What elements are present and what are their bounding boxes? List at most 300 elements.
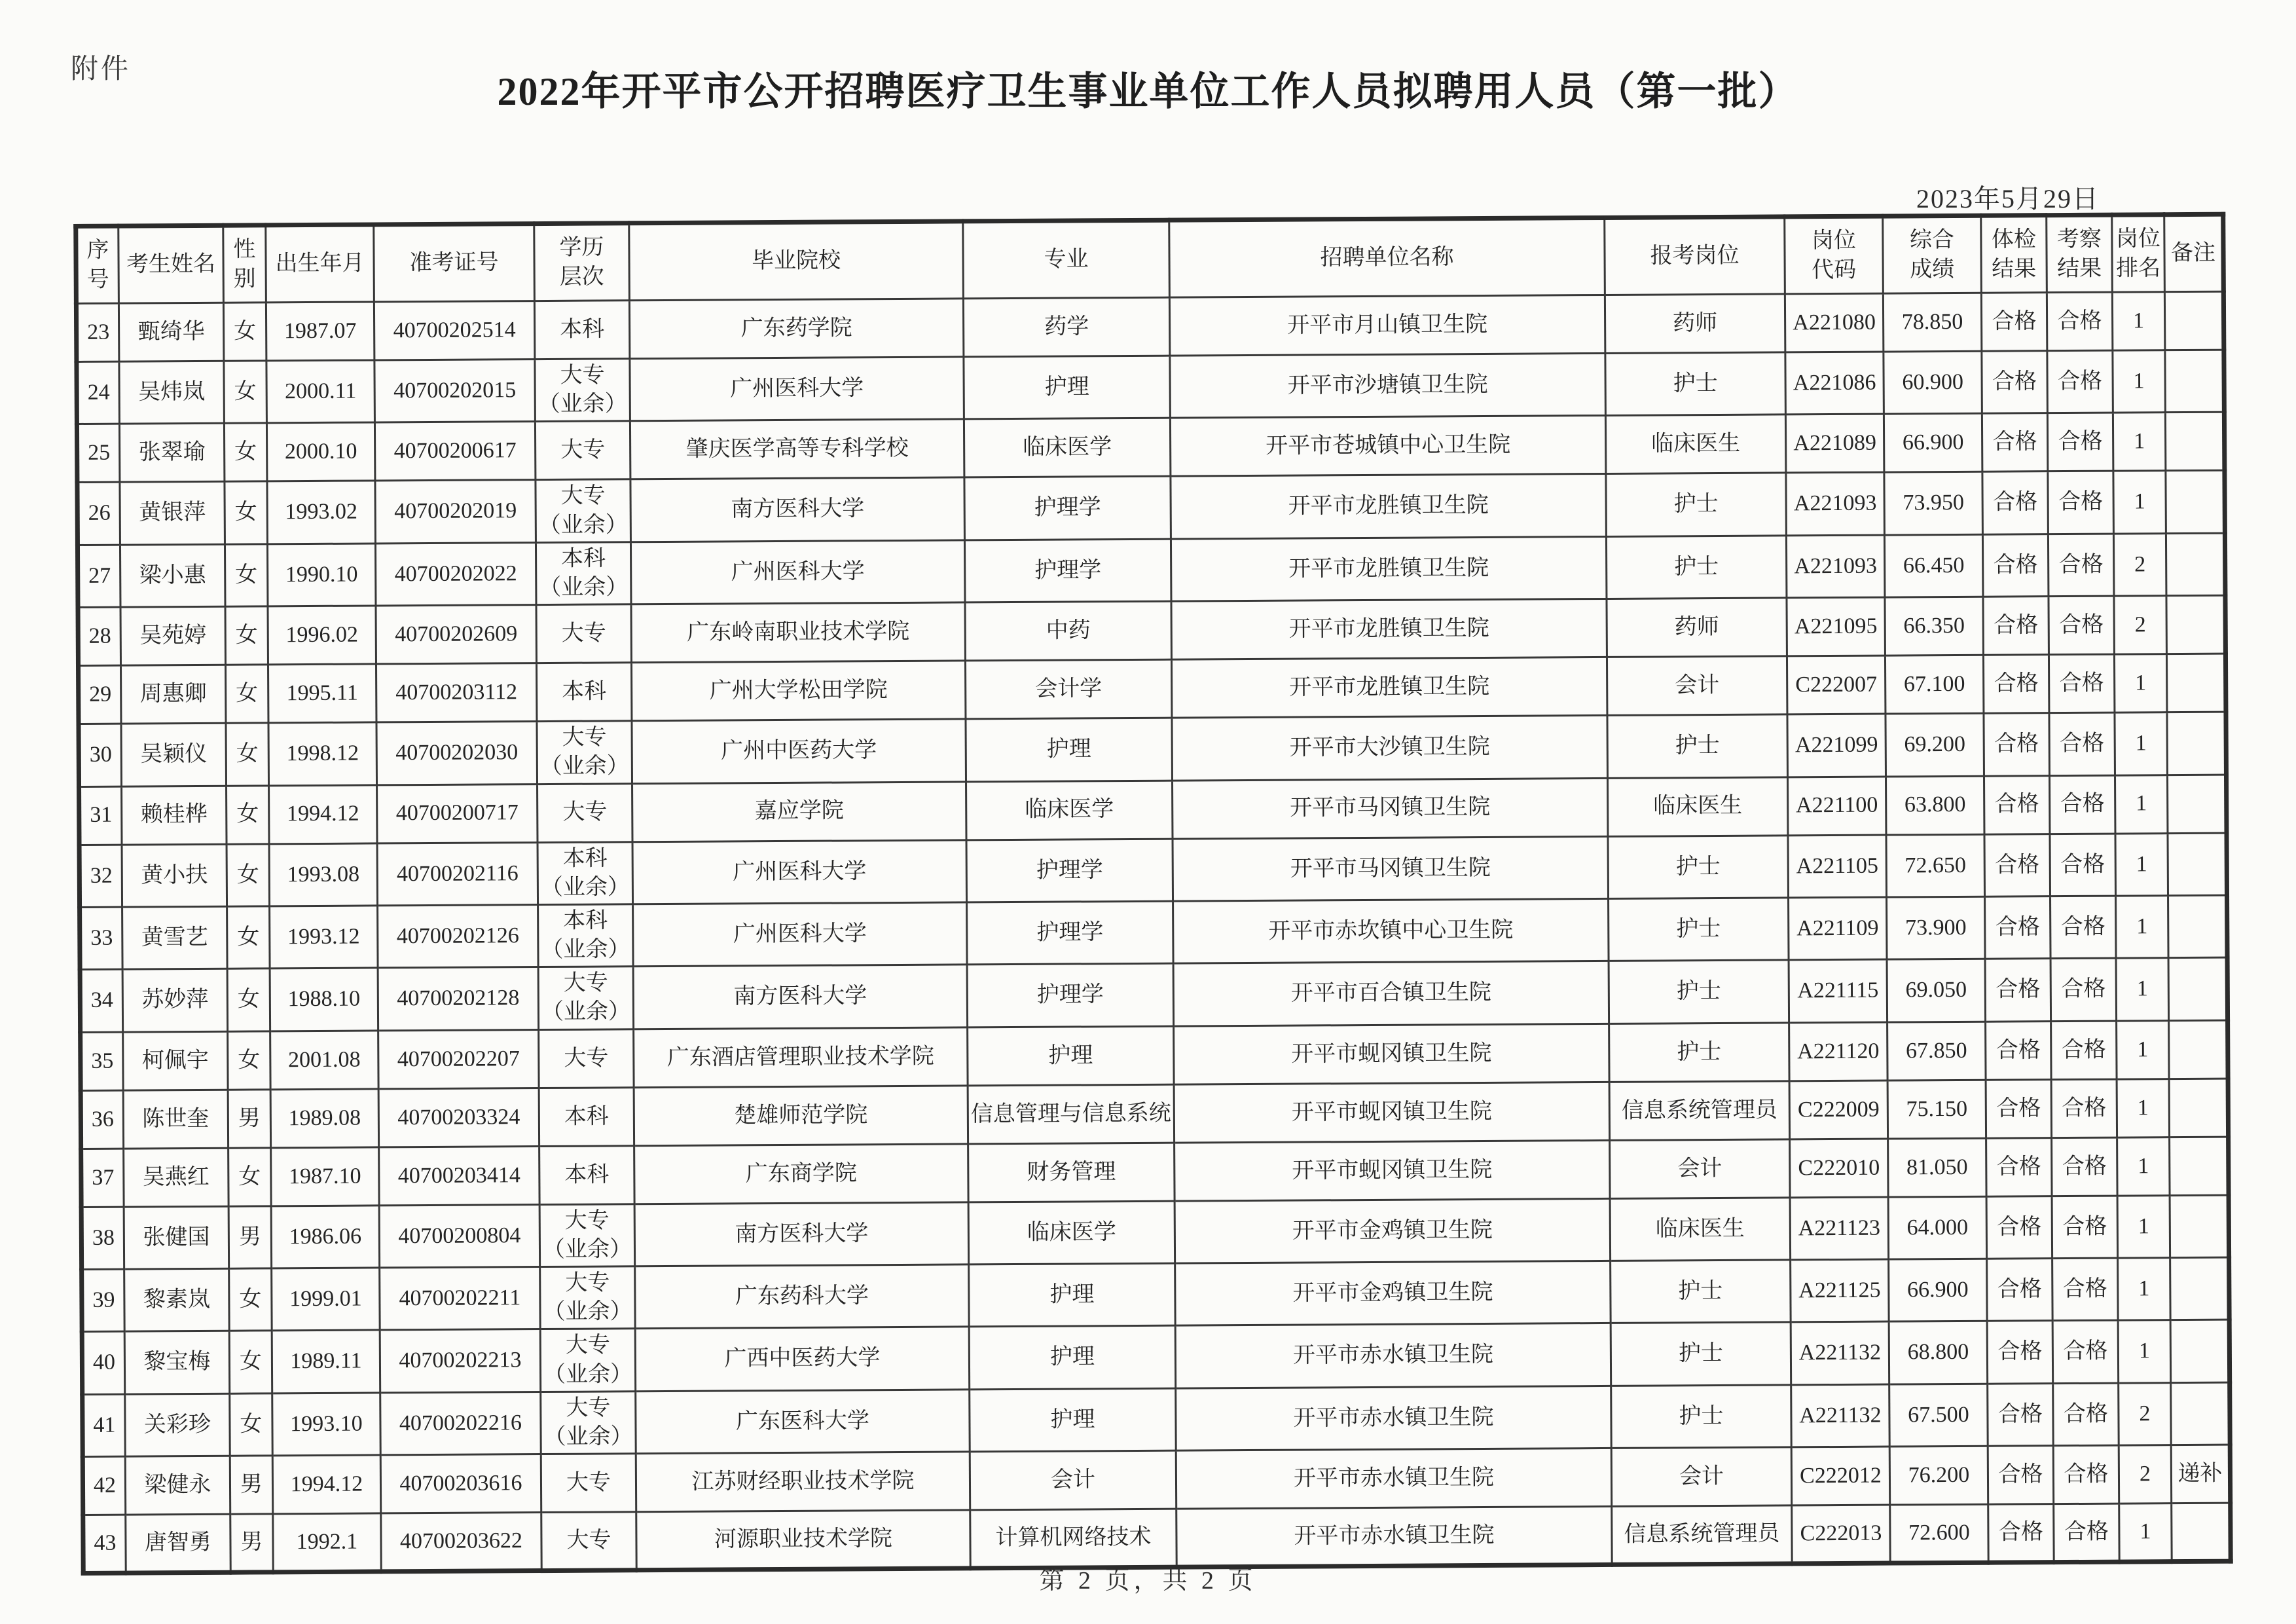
cell: 合格 bbox=[1982, 351, 2048, 414]
cell: 楚雄师范学院 bbox=[634, 1086, 968, 1146]
cell: 大专 （业余） bbox=[535, 359, 630, 422]
cell: 1998.12 bbox=[268, 722, 377, 785]
cell: 女 bbox=[223, 303, 266, 361]
cell: 大专 bbox=[536, 604, 631, 663]
cell: 护士 bbox=[1611, 1260, 1791, 1323]
cell: 67.100 bbox=[1885, 655, 1983, 714]
cell: 2 bbox=[2113, 533, 2166, 596]
roster-table bbox=[73, 212, 2232, 1576]
cell: 会计学 bbox=[965, 659, 1171, 719]
cell: 69.050 bbox=[1887, 959, 1986, 1022]
cell: 1 bbox=[2113, 413, 2165, 471]
cell: 合格 bbox=[1986, 1021, 2051, 1080]
cell: 柯佩宇 bbox=[123, 1031, 228, 1090]
cell bbox=[2166, 471, 2225, 534]
cell: 女 bbox=[226, 723, 269, 786]
cell: 大专 （业余） bbox=[538, 967, 634, 1029]
cell: 25 bbox=[77, 424, 119, 483]
cell: 女 bbox=[229, 1268, 272, 1331]
cell: 合格 bbox=[1986, 1196, 2052, 1259]
cell: 黄银萍 bbox=[120, 482, 225, 545]
cell: 66.900 bbox=[1889, 1259, 1988, 1321]
cell: 75.150 bbox=[1887, 1080, 1986, 1139]
table-row bbox=[77, 533, 2225, 608]
cell: 1988.10 bbox=[270, 968, 378, 1031]
attachment-label: 附件 bbox=[71, 54, 132, 84]
cell: 信息系统管理员 bbox=[1612, 1505, 1792, 1565]
table-row bbox=[79, 833, 2227, 908]
cell: 81.050 bbox=[1888, 1138, 1986, 1197]
header-cell: 考察 结果 bbox=[2047, 215, 2113, 293]
cell: 梁小惠 bbox=[120, 544, 225, 607]
cell: 1989.11 bbox=[272, 1330, 380, 1393]
cell: A221095 bbox=[1787, 597, 1885, 656]
header-cell: 岗位 排名 bbox=[2112, 215, 2165, 292]
cell: 合格 bbox=[1983, 655, 2049, 714]
cell: 1987.07 bbox=[266, 302, 374, 361]
cell: 女 bbox=[227, 785, 269, 843]
cell: 60.900 bbox=[1884, 351, 1982, 414]
table-row bbox=[82, 1382, 2230, 1457]
cell: 女 bbox=[227, 843, 270, 906]
cell: A221115 bbox=[1789, 959, 1887, 1022]
cell: 唐智勇 bbox=[126, 1514, 230, 1573]
cell: 大专 （业余） bbox=[539, 1204, 635, 1266]
cell: 开平市赤水镇卫生院 bbox=[1176, 1507, 1612, 1568]
cell: 南方医科大学 bbox=[630, 477, 965, 542]
cell bbox=[2168, 895, 2228, 958]
cell: 27 bbox=[77, 545, 120, 608]
cell: 合格 bbox=[2048, 471, 2114, 534]
cell: 女 bbox=[225, 606, 268, 665]
cell: A221100 bbox=[1787, 777, 1886, 836]
header-cell: 综合 成绩 bbox=[1883, 215, 1982, 293]
cell: C222009 bbox=[1789, 1080, 1887, 1139]
cell: 大专 （业余） bbox=[536, 479, 631, 542]
cell: A221132 bbox=[1791, 1384, 1890, 1447]
cell: 66.450 bbox=[1884, 534, 1983, 597]
cell: 1 bbox=[2118, 1320, 2171, 1383]
cell: 计算机网络技术 bbox=[970, 1509, 1176, 1568]
cell: 广东岭南职业技术学院 bbox=[631, 602, 965, 663]
cell: 2000.10 bbox=[266, 422, 374, 481]
cell: 女 bbox=[230, 1393, 273, 1456]
cell: 护士 bbox=[1611, 1385, 1792, 1449]
cell: 1996.02 bbox=[268, 606, 376, 665]
cell: 合格 bbox=[2048, 534, 2114, 597]
cell: 女 bbox=[229, 1331, 272, 1393]
cell: 63.800 bbox=[1886, 776, 1984, 835]
cell: 78.850 bbox=[1883, 293, 1981, 352]
cell: 1993.10 bbox=[272, 1393, 381, 1456]
cell: 合格 bbox=[2054, 1504, 2119, 1562]
table-row bbox=[79, 712, 2226, 786]
cell: 1994.12 bbox=[272, 1455, 380, 1514]
cell: 40700202126 bbox=[378, 904, 539, 968]
header-cell: 岗位 代码 bbox=[1785, 216, 1884, 294]
cell: 1993.12 bbox=[270, 906, 378, 969]
cell: 40700202213 bbox=[380, 1329, 541, 1393]
header-cell: 性别 bbox=[223, 225, 266, 303]
cell: 开平市龙胜镇卫生院 bbox=[1171, 474, 1607, 539]
cell: 开平市马冈镇卫生院 bbox=[1173, 778, 1608, 839]
cell: 开平市龙胜镇卫生院 bbox=[1171, 599, 1607, 660]
cell: 合格 bbox=[2052, 1196, 2118, 1259]
cell: 1990.10 bbox=[267, 544, 376, 606]
cell bbox=[2168, 833, 2227, 896]
cell: 合格 bbox=[1984, 713, 2050, 776]
cell: 合格 bbox=[1987, 1259, 2053, 1321]
cell: 39 bbox=[82, 1269, 125, 1332]
cell: 1 bbox=[2115, 712, 2168, 775]
cell: 吴苑婷 bbox=[120, 606, 225, 665]
cell: 66.350 bbox=[1885, 597, 1983, 655]
cell: 男 bbox=[230, 1514, 273, 1572]
cell: 2 bbox=[2119, 1382, 2172, 1445]
cell: 40700202609 bbox=[376, 605, 536, 664]
header-cell: 专业 bbox=[963, 220, 1170, 299]
cell: 女 bbox=[227, 969, 270, 1031]
cell bbox=[2171, 1382, 2231, 1445]
cell: 40700203414 bbox=[379, 1146, 539, 1205]
cell: 大专 bbox=[541, 1454, 636, 1513]
cell: 男 bbox=[228, 1206, 272, 1268]
cell: 临床医学 bbox=[966, 781, 1173, 840]
cell: 广东药科大学 bbox=[635, 1264, 970, 1329]
cell: A221093 bbox=[1786, 472, 1885, 535]
cell: 护理学 bbox=[967, 963, 1174, 1027]
cell: 张健国 bbox=[124, 1206, 229, 1269]
header-cell: 毕业院校 bbox=[629, 221, 964, 301]
cell: 广州医科大学 bbox=[630, 357, 964, 421]
cell: 护士 bbox=[1607, 714, 1788, 778]
cell: 合格 bbox=[1982, 471, 2049, 534]
cell: 肇庆医学高等专科学校 bbox=[630, 419, 964, 479]
table-row bbox=[77, 471, 2225, 545]
cell: 开平市赤水镇卫生院 bbox=[1175, 1323, 1611, 1388]
cell: 40700200617 bbox=[374, 422, 535, 481]
cell: 合格 bbox=[1986, 1137, 2052, 1196]
cell: 合格 bbox=[2049, 654, 2114, 713]
cell: 36 bbox=[81, 1090, 123, 1149]
cell: 29 bbox=[79, 665, 121, 724]
cell: 女 bbox=[228, 1147, 271, 1206]
cell bbox=[2172, 1503, 2231, 1562]
cell: 30 bbox=[79, 724, 122, 786]
cell bbox=[2170, 1137, 2229, 1196]
cell: 40700203112 bbox=[376, 663, 536, 722]
cell: 1995.11 bbox=[268, 664, 376, 723]
cell: 甄绮华 bbox=[118, 303, 223, 361]
cell: 开平市赤坎镇中心卫生院 bbox=[1173, 898, 1609, 963]
cell: C222013 bbox=[1792, 1505, 1890, 1564]
cell: 1 bbox=[2117, 1079, 2169, 1137]
cell: 护士 bbox=[1609, 898, 1789, 961]
cell: 吴颖仪 bbox=[121, 723, 227, 786]
cell: 江苏财经职业技术学院 bbox=[636, 1452, 970, 1512]
cell: 护理 bbox=[969, 1326, 1176, 1390]
document-title: 2022年开平市公开招聘医疗卫生事业单位工作人员拟聘用人员（第一批） bbox=[497, 70, 1799, 113]
cell: 合格 bbox=[2053, 1445, 2119, 1504]
cell: 34 bbox=[80, 969, 123, 1032]
cell: 1987.10 bbox=[271, 1147, 379, 1206]
cell: 男 bbox=[228, 1089, 270, 1147]
cell: 合格 bbox=[2052, 1320, 2119, 1383]
cell: 药师 bbox=[1605, 294, 1785, 354]
cell: 递补 bbox=[2171, 1445, 2230, 1504]
cell: 大专 （业余） bbox=[540, 1266, 636, 1329]
cell: 40700200804 bbox=[379, 1204, 540, 1268]
cell: 合格 bbox=[1986, 1079, 2051, 1138]
cell: 开平市月山镇卫生院 bbox=[1169, 295, 1605, 356]
cell: 广东药学院 bbox=[629, 299, 963, 359]
cell: A221109 bbox=[1789, 897, 1887, 960]
cell: 大专 （业余） bbox=[540, 1329, 636, 1392]
cell: 1989.08 bbox=[270, 1089, 378, 1148]
cell: 1 bbox=[2114, 654, 2166, 712]
cell: 开平市金鸡镇卫生院 bbox=[1175, 1261, 1611, 1325]
cell: C222010 bbox=[1790, 1139, 1888, 1198]
header-cell: 备注 bbox=[2164, 214, 2224, 292]
cell: 1 bbox=[2113, 350, 2166, 413]
cell: 28 bbox=[78, 607, 120, 665]
cell: 合格 bbox=[1981, 293, 2047, 352]
cell: 合格 bbox=[2051, 1079, 2117, 1138]
cell: 1 bbox=[2117, 1195, 2170, 1258]
cell: 合格 bbox=[2049, 596, 2114, 655]
cell: 女 bbox=[228, 1031, 270, 1089]
cell: 2 bbox=[2119, 1445, 2171, 1504]
cell: 大专 bbox=[535, 421, 630, 480]
cell: 合格 bbox=[2047, 292, 2112, 351]
cell: 40700202128 bbox=[378, 967, 539, 1031]
cell: 临床医生 bbox=[1610, 1198, 1791, 1261]
cell: 护士 bbox=[1609, 960, 1789, 1024]
cell: A221132 bbox=[1791, 1321, 1889, 1384]
cell: 大专 bbox=[539, 1029, 634, 1088]
cell: 女 bbox=[224, 361, 267, 424]
cell: 76.200 bbox=[1889, 1446, 1988, 1505]
table-header bbox=[76, 214, 2224, 303]
cell: 药学 bbox=[963, 297, 1169, 357]
cell: 开平市蚬冈镇卫生院 bbox=[1175, 1140, 1610, 1201]
cell: 41 bbox=[82, 1394, 126, 1457]
cell: 本科 bbox=[534, 301, 629, 360]
cell: 护理学 bbox=[964, 539, 1171, 602]
cell: 大专 （业余） bbox=[541, 1391, 636, 1454]
cell: 中药 bbox=[965, 601, 1171, 661]
cell: 43 bbox=[83, 1515, 126, 1573]
cell: 合格 bbox=[2052, 1137, 2117, 1196]
cell: 开平市蚬冈镇卫生院 bbox=[1174, 1024, 1609, 1084]
header-cell: 体检 结果 bbox=[1981, 215, 2047, 293]
cell: 梁健永 bbox=[125, 1456, 230, 1515]
cell: A221123 bbox=[1790, 1197, 1889, 1260]
header-cell: 报考岗位 bbox=[1605, 217, 1785, 295]
cell: 黎宝梅 bbox=[124, 1331, 230, 1394]
cell bbox=[2167, 712, 2227, 775]
cell: 合格 bbox=[2050, 896, 2117, 959]
cell: 吴炜岚 bbox=[119, 361, 225, 424]
cell: 合格 bbox=[2053, 1383, 2119, 1446]
cell: 大专 （业余） bbox=[537, 721, 632, 784]
cell: 合格 bbox=[2050, 958, 2117, 1021]
cell: 女 bbox=[226, 665, 268, 723]
cell: 本科 （业余） bbox=[538, 841, 633, 904]
cell: 合格 bbox=[1983, 597, 2049, 655]
cell bbox=[2170, 1257, 2230, 1320]
cell: 女 bbox=[227, 906, 270, 969]
cell: 40700202022 bbox=[375, 542, 536, 606]
cell: 张翠瑜 bbox=[119, 424, 224, 483]
cell: 护理学 bbox=[966, 839, 1173, 902]
cell: 开平市金鸡镇卫生院 bbox=[1175, 1198, 1611, 1263]
cell: A221105 bbox=[1788, 835, 1887, 898]
cell: 1994.12 bbox=[269, 784, 377, 843]
cell: 72.650 bbox=[1886, 834, 1985, 897]
cell: 1 bbox=[2117, 1020, 2169, 1079]
cell: 开平市苍城镇中心卫生院 bbox=[1170, 416, 1605, 477]
cell: A221099 bbox=[1787, 714, 1886, 777]
cell: A221120 bbox=[1789, 1022, 1887, 1081]
header-cell: 序号 bbox=[76, 226, 119, 303]
cell: 合格 bbox=[1982, 534, 2049, 597]
cell bbox=[2170, 1195, 2229, 1258]
cell: 陈世奎 bbox=[123, 1090, 228, 1149]
cell: 1 bbox=[2112, 292, 2164, 350]
cell bbox=[2170, 1320, 2230, 1383]
cell: 1 bbox=[2115, 833, 2168, 896]
cell: 本科 bbox=[536, 663, 631, 722]
cell: 1986.06 bbox=[271, 1206, 380, 1268]
cell: 开平市沙塘镇卫生院 bbox=[1170, 353, 1606, 418]
cell: 关彩珍 bbox=[125, 1393, 230, 1456]
cell: 66.900 bbox=[1884, 414, 1982, 473]
cell: 1 bbox=[2117, 1137, 2170, 1195]
cell: 信息系统管理员 bbox=[1609, 1081, 1789, 1141]
cell: 合格 bbox=[2047, 413, 2113, 471]
cell: 37 bbox=[81, 1149, 124, 1207]
cell: 周惠卿 bbox=[121, 665, 226, 724]
cell: 本科 （业余） bbox=[538, 904, 634, 967]
cell: 35 bbox=[81, 1032, 123, 1090]
cell: 护理学 bbox=[967, 901, 1174, 965]
cell: 合格 bbox=[1987, 1321, 2053, 1384]
header-cell: 考生姓名 bbox=[118, 225, 224, 303]
cell: C222012 bbox=[1791, 1447, 1889, 1505]
cell: 2001.08 bbox=[270, 1031, 378, 1090]
cell: 开平市马冈镇卫生院 bbox=[1173, 836, 1609, 901]
cell: 40700203616 bbox=[380, 1454, 541, 1513]
cell: 护理 bbox=[968, 1026, 1174, 1086]
cell: 40700202216 bbox=[380, 1392, 541, 1455]
cell: 40700202015 bbox=[374, 360, 536, 423]
cell: 合格 bbox=[1982, 413, 2047, 472]
cell: 合格 bbox=[1985, 896, 2051, 959]
table-row bbox=[81, 1195, 2229, 1270]
cell: 1 bbox=[2113, 471, 2166, 534]
cell: 会计 bbox=[1610, 1139, 1790, 1199]
cell: 开平市龙胜镇卫生院 bbox=[1171, 536, 1607, 601]
cell: 开平市大沙镇卫生院 bbox=[1172, 716, 1608, 781]
cell: 38 bbox=[81, 1207, 124, 1270]
cell: 护理 bbox=[964, 356, 1171, 419]
cell: 1 bbox=[2115, 775, 2167, 833]
cell: A221089 bbox=[1785, 414, 1884, 473]
cell: 合格 bbox=[1988, 1383, 2054, 1446]
cell: 1993.08 bbox=[269, 843, 378, 906]
cell: 护理学 bbox=[964, 477, 1171, 540]
cell: 40700202030 bbox=[376, 722, 538, 785]
cell: 1992.1 bbox=[273, 1513, 381, 1572]
cell: 黎素岚 bbox=[124, 1268, 230, 1331]
cell bbox=[2169, 1079, 2228, 1137]
cell: 1999.01 bbox=[272, 1268, 380, 1331]
cell: 会计 bbox=[1607, 656, 1787, 716]
cell: 广州中医药大学 bbox=[632, 719, 966, 783]
cell: 南方医科大学 bbox=[634, 1202, 969, 1266]
roster-table-wrapper bbox=[73, 212, 2228, 1576]
header-cell: 招聘单位名称 bbox=[1169, 217, 1605, 297]
table-body bbox=[76, 291, 2231, 1573]
cell: 67.500 bbox=[1889, 1384, 1988, 1447]
cell: 40700200717 bbox=[377, 784, 538, 843]
cell: 护士 bbox=[1606, 536, 1787, 599]
cell bbox=[2165, 413, 2224, 471]
cell: 40700203324 bbox=[378, 1088, 539, 1147]
cell: 护士 bbox=[1611, 1322, 1791, 1386]
table-row bbox=[77, 350, 2224, 424]
cell: 40700202514 bbox=[374, 301, 534, 360]
header-cell: 出生年月 bbox=[266, 225, 374, 303]
cell: 临床医生 bbox=[1605, 415, 1785, 474]
cell: 合格 bbox=[2050, 834, 2116, 896]
cell: 1 bbox=[2116, 958, 2169, 1021]
table-row bbox=[82, 1320, 2229, 1395]
cell: 73.900 bbox=[1887, 896, 1986, 959]
cell: 大专 bbox=[541, 1512, 636, 1571]
cell: 68.800 bbox=[1889, 1321, 1988, 1384]
header-cell: 准考证号 bbox=[374, 224, 535, 302]
cell: 合格 bbox=[2049, 712, 2115, 775]
cell: 合格 bbox=[1984, 834, 2050, 896]
cell: 42 bbox=[82, 1456, 125, 1515]
cell: 合格 bbox=[1988, 1504, 2054, 1563]
cell: 广东酒店管理职业技术学院 bbox=[634, 1027, 968, 1088]
cell: 开平市龙胜镇卫生院 bbox=[1171, 657, 1607, 718]
cell: 1 bbox=[2116, 896, 2169, 959]
cell: 信息管理与信息系统 bbox=[968, 1084, 1174, 1144]
cell: 广东医科大学 bbox=[636, 1390, 970, 1454]
cell: 合格 bbox=[2052, 1258, 2119, 1321]
cell: 2000.11 bbox=[266, 360, 375, 423]
cell: 广西中医药大学 bbox=[635, 1327, 970, 1391]
cell: 女 bbox=[225, 481, 268, 544]
cell: 护理 bbox=[966, 718, 1173, 781]
cell: A221080 bbox=[1785, 293, 1883, 352]
cell: 40700202207 bbox=[378, 1029, 539, 1088]
cell: 合格 bbox=[2049, 775, 2115, 834]
cell bbox=[2164, 291, 2223, 350]
cell: 南方医科大学 bbox=[633, 965, 968, 1029]
cell: 合格 bbox=[1988, 1446, 2053, 1505]
cell: 本科 bbox=[539, 1087, 634, 1146]
cell: 财务管理 bbox=[968, 1143, 1175, 1202]
cell: 广州医科大学 bbox=[633, 902, 968, 967]
cell: 会计 bbox=[970, 1450, 1176, 1510]
cell: 本科 bbox=[539, 1145, 634, 1204]
cell: 1 bbox=[2119, 1504, 2172, 1562]
